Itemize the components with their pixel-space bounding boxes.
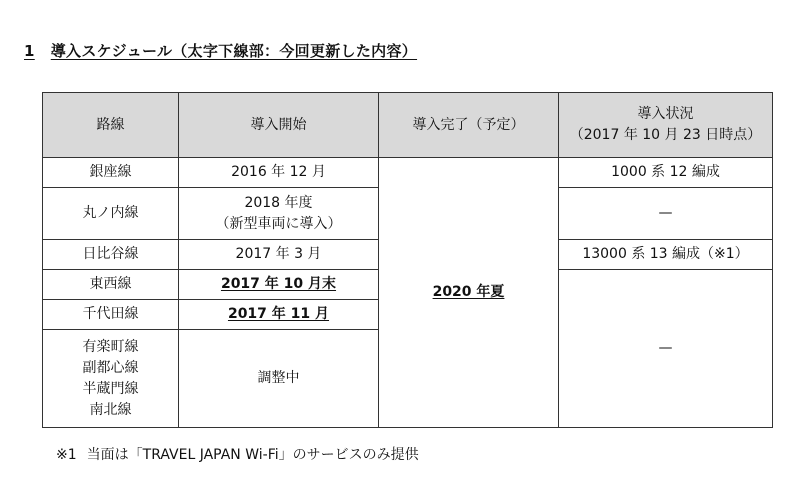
start-cell — [179, 300, 379, 330]
route-cell: 丸ノ内線 — [43, 188, 179, 240]
route-cell: 銀座線 — [43, 158, 179, 188]
start-cell-line: 2018 年度 — [244, 194, 313, 211]
header-start: 導入開始 — [179, 93, 379, 158]
route-cell: 千代田線 — [43, 300, 179, 330]
section-number: 1 — [24, 42, 35, 60]
route-name: 有楽町線 — [82, 338, 139, 355]
status-cell: 1000 系 12 編成 — [559, 158, 773, 188]
footnote-mark: ※1 — [56, 447, 77, 463]
status-cell: 13000 系 13 編成（※1） — [559, 240, 773, 270]
header-row — [43, 93, 773, 158]
table-row — [43, 158, 773, 188]
start-cell: 2017 年 3 月 — [179, 240, 379, 270]
header-status — [559, 93, 773, 158]
route-cell: 東西線 — [43, 270, 179, 300]
header-status-date: （2017 年 10 月 23 日時点） — [569, 127, 762, 143]
header-complete: 導入完了（予定） — [379, 93, 559, 158]
start-cell — [179, 270, 379, 300]
start-cell: 調整中 — [179, 330, 379, 428]
route-cell: 日比谷線 — [43, 240, 179, 270]
schedule-table — [42, 92, 773, 428]
footnote — [56, 444, 419, 464]
status-cell: — — [559, 188, 773, 240]
start-value-updated: 2017 年 11 月 — [227, 306, 330, 322]
route-cell-multi — [43, 330, 179, 428]
start-cell-note: （新型車両に導入） — [215, 215, 342, 232]
route-name: 半蔵門線 — [82, 380, 139, 397]
footnote-text: 当面は「TRAVEL JAPAN Wi-Fi」のサービスのみ提供 — [86, 447, 419, 463]
start-cell — [179, 188, 379, 240]
complete-merged-cell — [379, 158, 559, 428]
route-name: 副都心線 — [82, 359, 139, 376]
complete-value: 2020 年夏 — [432, 284, 505, 300]
start-cell: 2016 年 12 月 — [179, 158, 379, 188]
start-value-updated: 2017 年 10 月末 — [220, 276, 337, 292]
status-merged-cell: — — [559, 270, 773, 428]
header-route: 路線 — [43, 93, 179, 158]
header-status-title: 導入状況 — [637, 106, 694, 122]
section-title: 導入スケジュール（太字下線部：今回更新した内容） — [50, 42, 418, 60]
section-heading — [24, 40, 417, 61]
route-name: 南北線 — [89, 401, 132, 418]
